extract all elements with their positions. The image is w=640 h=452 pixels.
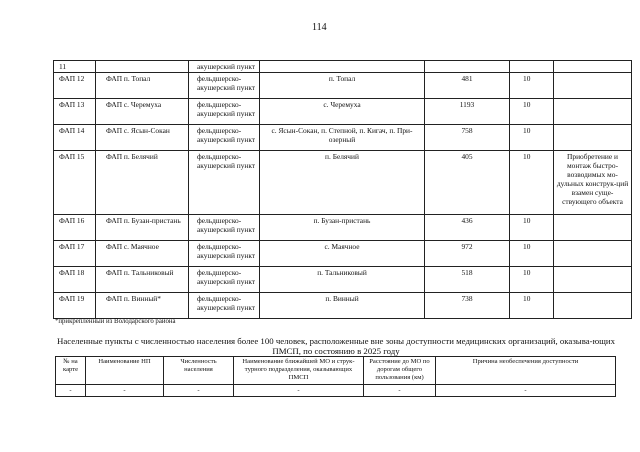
table-cell: - bbox=[234, 385, 364, 397]
cell-dist: 10 bbox=[510, 267, 554, 293]
cell-note bbox=[554, 73, 632, 99]
cell-type: акушерский пункт bbox=[189, 61, 260, 73]
cell-note bbox=[554, 99, 632, 125]
cell-note bbox=[554, 215, 632, 241]
table-cell: - bbox=[364, 385, 436, 397]
cell-dist: 10 bbox=[510, 125, 554, 151]
section-heading: Населенные пункты с численностью населения более 100 человек, расположенные вне зоны доступности медицинских организаций, оказыва-ющих ПМСП, по состоянию в 2025 году bbox=[56, 336, 616, 356]
table-row bbox=[56, 385, 616, 397]
cell-dist: 10 bbox=[510, 293, 554, 319]
table-row bbox=[54, 73, 632, 99]
cell-name: ФАП п. Топал bbox=[96, 73, 189, 99]
header-cell: № на карте bbox=[56, 357, 86, 385]
cell-locality: п. Тальниковый bbox=[260, 267, 425, 293]
cell-pop: 481 bbox=[425, 73, 510, 99]
cell-name: ФАП с. Маячное bbox=[96, 241, 189, 267]
cell-name: ФАП п. Бузан-пристань bbox=[96, 215, 189, 241]
cell-locality: п. Винный bbox=[260, 293, 425, 319]
cell-type: фельдшерско-акушерский пункт bbox=[189, 99, 260, 125]
cell-note bbox=[554, 241, 632, 267]
table-row bbox=[54, 241, 632, 267]
cell-note bbox=[554, 293, 632, 319]
cell-locality: с. Ясын-Сокан, п. Степной, п. Кигач, п. При-озерный bbox=[260, 125, 425, 151]
table-row bbox=[54, 99, 632, 125]
table-cell: - bbox=[56, 385, 86, 397]
footnote: *прикрепленный из Володарского района bbox=[55, 318, 176, 325]
cell-dist: 10 bbox=[510, 73, 554, 99]
table-cell: - bbox=[86, 385, 164, 397]
cell-dist: 10 bbox=[510, 151, 554, 215]
cell-num: ФАП 16 bbox=[54, 215, 96, 241]
header-cell: Численность населения bbox=[164, 357, 234, 385]
cell-type: фельдшерско-акушерский пункт bbox=[189, 241, 260, 267]
header-cell: Наименование НП bbox=[86, 357, 164, 385]
cell-name: ФАП п. Винный* bbox=[96, 293, 189, 319]
cell-num: ФАП 13 bbox=[54, 99, 96, 125]
cell-pop: 436 bbox=[425, 215, 510, 241]
cell-num: 11 bbox=[54, 61, 96, 73]
cell-type: фельдшерско-акушерский пункт bbox=[189, 267, 260, 293]
table-row bbox=[54, 125, 632, 151]
cell-num: ФАП 17 bbox=[54, 241, 96, 267]
cell-type: фельдшерско-акушерский пункт bbox=[189, 151, 260, 215]
header-cell: Наименование ближайшей МО и струк-турного подразделения, оказывающих ПМСП bbox=[234, 357, 364, 385]
table-header-row bbox=[56, 357, 616, 385]
cell-dist: 10 bbox=[510, 215, 554, 241]
cell-num: ФАП 19 bbox=[54, 293, 96, 319]
cell-type: фельдшерско-акушерский пункт bbox=[189, 293, 260, 319]
cell-num: ФАП 12 bbox=[54, 73, 96, 99]
cell-num: ФАП 18 bbox=[54, 267, 96, 293]
cell-pop: 518 bbox=[425, 267, 510, 293]
cell-locality bbox=[260, 61, 425, 73]
cell-num: ФАП 14 bbox=[54, 125, 96, 151]
cell-type: фельдшерско-акушерский пункт bbox=[189, 125, 260, 151]
cell-dist: 10 bbox=[510, 99, 554, 125]
cell-name: ФАП п. Тальниковый bbox=[96, 267, 189, 293]
cell-dist bbox=[510, 61, 554, 73]
table-row bbox=[54, 267, 632, 293]
cell-pop: 738 bbox=[425, 293, 510, 319]
table-cell: - bbox=[436, 385, 616, 397]
table-row bbox=[54, 61, 632, 73]
cell-pop: 1193 bbox=[425, 99, 510, 125]
page-number: 114 bbox=[312, 22, 327, 33]
table-row bbox=[54, 293, 632, 319]
cell-locality: с. Черемуха bbox=[260, 99, 425, 125]
cell-type: фельдшерско-акушерский пункт bbox=[189, 215, 260, 241]
cell-name bbox=[96, 61, 189, 73]
cell-name: ФАП с. Черемуха bbox=[96, 99, 189, 125]
cell-num: ФАП 15 bbox=[54, 151, 96, 215]
cell-pop: 405 bbox=[425, 151, 510, 215]
cell-locality: п. Топал bbox=[260, 73, 425, 99]
cell-note: Приобретение и монтаж быстро-возводимых мо-дульных конструк-ций взамен суще-ствующего объекта bbox=[554, 151, 632, 215]
cell-locality: п. Белячий bbox=[260, 151, 425, 215]
cell-dist: 10 bbox=[510, 241, 554, 267]
cell-name: ФАП п. Белячий bbox=[96, 151, 189, 215]
header-cell: Расстояние до МО по дорогам общего пользования (км) bbox=[364, 357, 436, 385]
cell-locality: с. Маячное bbox=[260, 241, 425, 267]
cell-pop: 758 bbox=[425, 125, 510, 151]
cell-note bbox=[554, 61, 632, 73]
fap-table bbox=[53, 60, 632, 319]
cell-pop bbox=[425, 61, 510, 73]
table-row bbox=[54, 151, 632, 215]
cell-type: фельдшерско-акушерский пункт bbox=[189, 73, 260, 99]
cell-locality: п. Бузан-пристань bbox=[260, 215, 425, 241]
cell-pop: 972 bbox=[425, 241, 510, 267]
cell-note bbox=[554, 125, 632, 151]
table-cell: - bbox=[164, 385, 234, 397]
header-cell: Причина необеспечения доступности bbox=[436, 357, 616, 385]
outside-zone-table bbox=[55, 356, 616, 397]
table-row bbox=[54, 215, 632, 241]
cell-name: ФАП с. Ясын-Сокан bbox=[96, 125, 189, 151]
cell-note bbox=[554, 267, 632, 293]
